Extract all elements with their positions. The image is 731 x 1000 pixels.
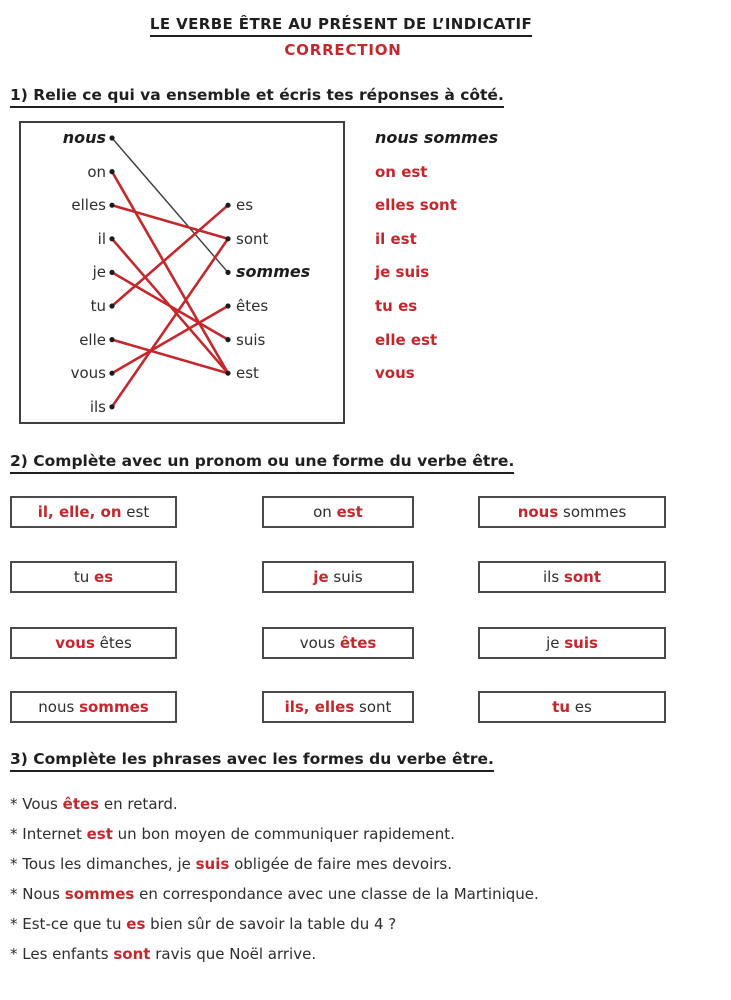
answer-box-r1c1 [10, 496, 177, 528]
sentence-1 [10, 789, 731, 819]
match-line-ils-sont [112, 239, 228, 407]
answer-box-r4c2 [262, 691, 414, 723]
answer-text-red: tu [552, 698, 571, 716]
plain-text: obligée de faire mes devoirs. [229, 855, 452, 873]
page-header [0, 14, 682, 37]
answer-text-red: vous [55, 634, 95, 652]
match-left-il: il [97, 229, 106, 248]
answer-text-red: est [336, 503, 363, 521]
match-dot-left-on [109, 169, 114, 174]
match-right-êtes: êtes [236, 297, 269, 315]
plain-text: nous [38, 698, 80, 716]
answer-text-red: es [94, 568, 114, 586]
match-dot-left-nous [109, 135, 114, 140]
match-dot-left-tu [109, 303, 114, 308]
exercise3-title: 3) Complète les phrases avec les formes du verbe être. [10, 750, 494, 772]
exercise1-match-area [19, 121, 731, 427]
answer-text-red: êtes [62, 795, 100, 813]
plain-text: tu [73, 568, 95, 586]
answer-box-r4c1 [10, 691, 177, 723]
match-left-elles: elles [71, 196, 106, 215]
match-right-est: est [236, 364, 259, 383]
answer-text-red: sont [563, 568, 601, 586]
answer-text-red: sommes [79, 698, 149, 716]
exercise2-grid [0, 496, 731, 728]
answer-text-red: suis [564, 634, 598, 652]
sentence-6 [10, 939, 731, 969]
match-line-nous-sommes [112, 138, 228, 272]
match-dot-right-est [225, 371, 230, 376]
match-dot-left-elles [109, 203, 114, 208]
match-left-ils: ils [89, 397, 106, 416]
match-line-on-est [112, 172, 228, 374]
sentence-5 [10, 909, 731, 939]
plain-text: on [313, 503, 337, 521]
answer-box-r2c2 [262, 561, 414, 593]
plain-text: sont [354, 698, 392, 716]
answer-text-red: nous [517, 503, 559, 521]
match-answer-5: je suis [375, 263, 430, 282]
match-answer-3: elles sont [375, 196, 457, 215]
match-line-tu-es [112, 205, 228, 306]
match-line-je-suis [112, 272, 228, 339]
plain-text: * Vous [10, 795, 63, 813]
match-line-vous-êtes [112, 306, 228, 373]
match-dot-right-sommes [225, 270, 230, 275]
match-dot-right-suis [225, 337, 230, 342]
plain-text: en retard. [99, 795, 178, 813]
answer-box-r2c3 [478, 561, 666, 593]
plain-text: est [121, 503, 150, 521]
plain-text: ravis que Noël arrive. [150, 945, 317, 963]
match-dot-left-elle [109, 337, 114, 342]
match-answer-1: nous sommes [375, 128, 499, 147]
match-answer-2: on est [375, 162, 428, 181]
exercise2-title: 2) Complète avec un pronom ou une forme du verbe être. [10, 452, 514, 474]
plain-text: bien sûr de savoir la table du 4 ? [145, 915, 397, 933]
sentence-3 [10, 849, 731, 879]
correction-label: CORRECTION [284, 41, 402, 59]
match-right-sont: sont [236, 229, 269, 248]
answer-text-red: ils, elles [284, 698, 355, 716]
match-left-je: je [92, 263, 106, 282]
answer-box-r1c3 [478, 496, 666, 528]
plain-text: sommes [558, 503, 627, 521]
match-answer-7: elle est [375, 330, 438, 349]
page-title: LE VERBE ÊTRE AU PRÉSENT DE L’INDICATIF [150, 15, 532, 37]
match-right-sommes: sommes [236, 262, 311, 282]
answer-box-r4c3 [478, 691, 666, 723]
match-dot-right-sont [225, 236, 230, 241]
answer-text-red: es [126, 915, 146, 933]
exercise3-sentences [10, 789, 731, 969]
match-left-on: on [87, 162, 106, 181]
exercise1-title: 1) Relie ce qui va ensemble et écris tes réponses à côté. [10, 86, 504, 108]
answer-text-red: il, elle, on [37, 503, 122, 521]
sentence-4 [10, 879, 731, 909]
match-dot-right-es [225, 203, 230, 208]
plain-text: vous [299, 634, 340, 652]
match-box [19, 121, 345, 424]
plain-text: en correspondance avec une classe de la Martinique. [134, 885, 539, 903]
match-answer-6: tu es [375, 297, 418, 315]
plain-text: un bon moyen de communiquer rapidement. [112, 825, 455, 843]
match-left-nous: nous [62, 128, 106, 147]
match-left-vous: vous [70, 364, 106, 383]
match-answer-4: il est [375, 229, 417, 248]
plain-text: es [570, 698, 592, 716]
match-right-es: es [236, 196, 254, 215]
match-dot-right-êtes [225, 303, 230, 308]
plain-text: suis [328, 568, 363, 586]
plain-text: * Est-ce que tu [10, 915, 127, 933]
match-dot-left-ils [109, 404, 114, 409]
answer-box-r1c2 [262, 496, 414, 528]
answer-box-r3c2 [262, 627, 414, 659]
plain-text: * Les enfants [10, 945, 114, 963]
plain-text: * Tous les dimanches, je [10, 855, 196, 873]
answer-text-red: sommes [64, 885, 135, 903]
plain-text: * Internet [10, 825, 87, 843]
plain-text: ils [542, 568, 564, 586]
match-answer-8: vous [375, 364, 415, 383]
answer-box-r2c1 [10, 561, 177, 593]
plain-text: je [546, 634, 565, 652]
answer-text-red: je [313, 568, 329, 586]
sentence-2 [10, 819, 731, 849]
answer-box-r3c3 [478, 627, 666, 659]
match-left-elle: elle [79, 330, 106, 349]
answer-text-red: suis [195, 855, 230, 873]
match-left-tu: tu [90, 297, 106, 315]
match-dot-left-il [109, 236, 114, 241]
plain-text: * Nous [10, 885, 65, 903]
answer-text-red: êtes [339, 634, 377, 652]
match-dot-left-je [109, 270, 114, 275]
answer-text-red: est [86, 825, 113, 843]
plain-text: êtes [94, 634, 132, 652]
match-right-suis: suis [236, 330, 266, 349]
answer-box-r3c1 [10, 627, 177, 659]
match-dot-left-vous [109, 371, 114, 376]
answer-text-red: sont [113, 945, 151, 963]
